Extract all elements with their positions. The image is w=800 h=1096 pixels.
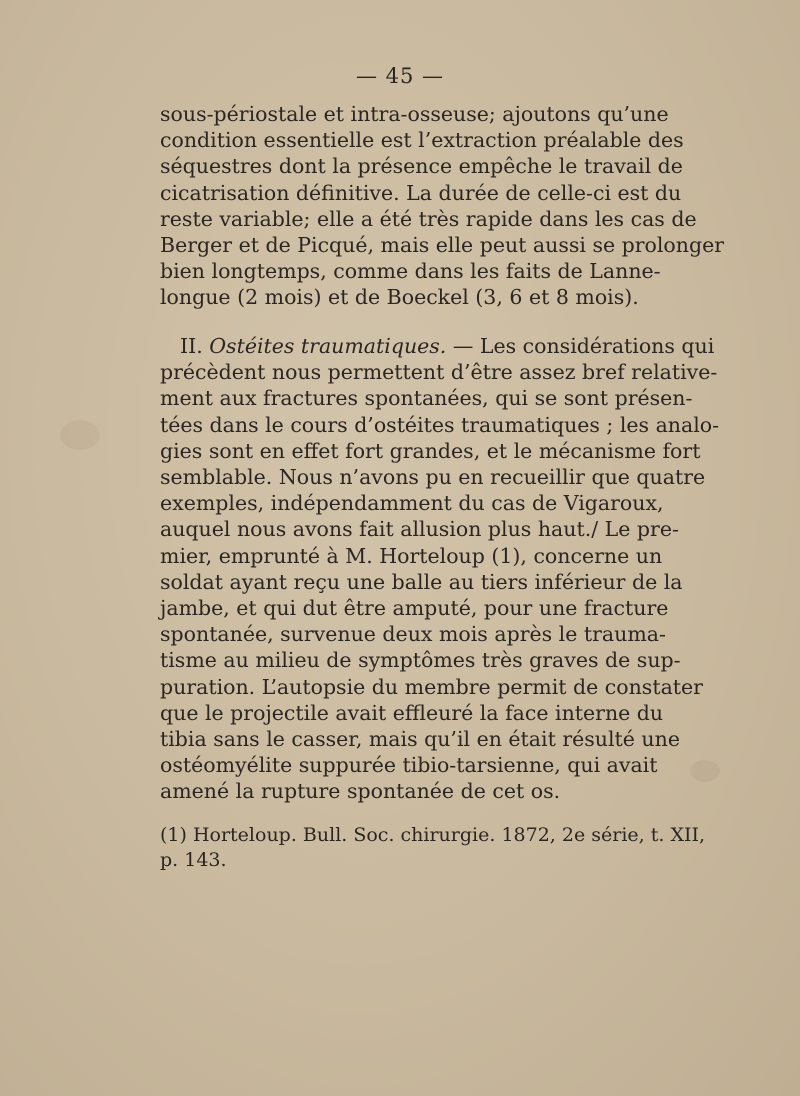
text-line: ostéomyélite suppurée tibio-tarsienne, qui avait bbox=[160, 753, 658, 778]
text-line: bien longtemps, comme dans les faits de Lanne- bbox=[160, 259, 661, 284]
text-line: spontanée, survenue deux mois après le trauma- bbox=[160, 622, 666, 647]
footnote-line: (1) Horteloup. Bull. Soc. chirurgie. 1872, 2e série, t. XII, bbox=[160, 824, 706, 846]
text-line: semblable. Nous n’avons pu en recueillir que quatre bbox=[160, 465, 706, 490]
text-line: cicatrisation définitive. La durée de celle-ci est du bbox=[160, 180, 682, 205]
text-line: précèdent nous permettent d’être assez bref relative- bbox=[160, 360, 718, 385]
section-heading-rest: — Les considérations qui bbox=[452, 334, 715, 358]
paragraph-1 bbox=[160, 101, 725, 311]
paper-stain bbox=[60, 420, 100, 450]
text-line: mier, emprunté à M. Horteloup (1), concerne un bbox=[160, 543, 663, 568]
text-line: que le projectile avait effleuré la face interne du bbox=[160, 700, 664, 725]
section-title: Ostéites traumatiques. bbox=[209, 334, 447, 358]
text-line: tées dans le cours d’ostéites traumatiques ; les analo- bbox=[160, 412, 720, 437]
text-line: amené la rupture spontanée de cet os. bbox=[160, 779, 561, 804]
text-line: exemples, indépendamment du cas de Vigaroux, bbox=[160, 491, 664, 516]
text-line: séquestres dont la présence empêche le travail de bbox=[160, 154, 683, 179]
text-line: tisme au milieu de symptômes très graves de sup- bbox=[160, 648, 681, 673]
footnote bbox=[160, 823, 706, 873]
section-heading-line bbox=[160, 333, 715, 359]
text-line: longue (2 mois) et de Boeckel (3, 6 et 8 mois). bbox=[160, 285, 639, 310]
text-line: gies sont en effet fort grandes, et le mécanisme fort bbox=[160, 438, 701, 463]
text-line: jambe, et qui dut être amputé, pour une fracture bbox=[160, 596, 669, 621]
page-number: — 45 — bbox=[355, 64, 445, 88]
section-number: II. bbox=[180, 334, 203, 358]
text-line: reste variable; elle a été très rapide dans les cas de bbox=[160, 206, 697, 231]
text-line: auquel nous avons fait allusion plus haut./ Le pre- bbox=[160, 517, 679, 542]
text-line: Berger et de Picqué, mais elle peut aussi se prolonger bbox=[160, 233, 725, 258]
footnote-line: p. 143. bbox=[160, 849, 227, 871]
text-line: tibia sans le casser, mais qu’il en était résulté une bbox=[160, 727, 680, 752]
paper-stain bbox=[690, 760, 720, 782]
text-line: puration. L’autopsie du membre permit de constater bbox=[160, 674, 703, 699]
text-line: ment aux fractures spontanées, qui se sont présen- bbox=[160, 386, 693, 411]
text-line: soldat ayant reçu une balle au tiers inférieur de la bbox=[160, 569, 683, 594]
paragraph-2 bbox=[160, 333, 720, 805]
text-line: sous-périostale et intra-osseuse; ajoutons qu’une bbox=[160, 102, 669, 126]
text-line: condition essentielle est l’extraction préalable des bbox=[160, 128, 684, 153]
